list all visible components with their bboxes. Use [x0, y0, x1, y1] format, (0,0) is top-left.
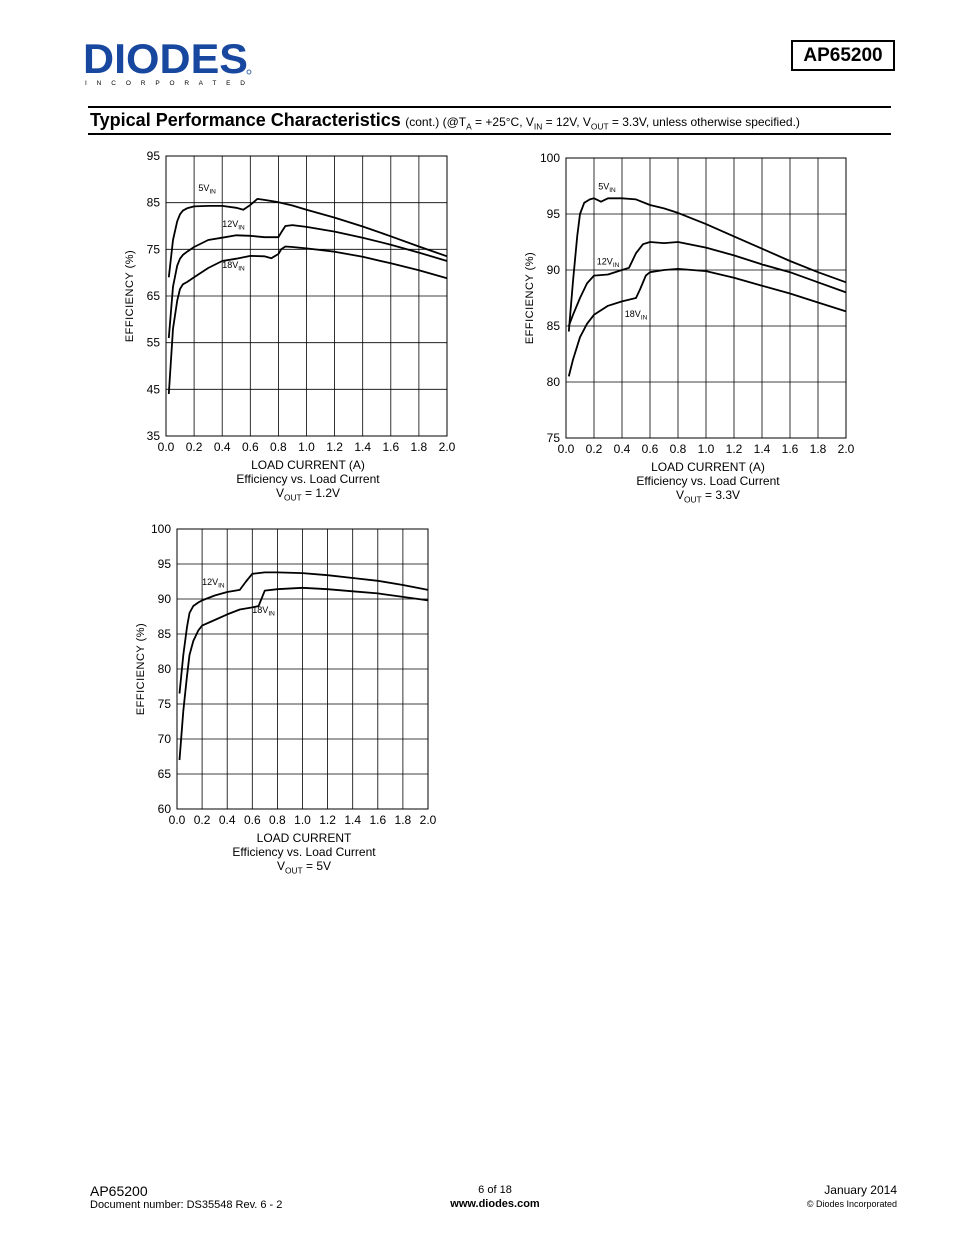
x-tick-label: 1.8: [410, 440, 428, 454]
x-tick-label: 0.2: [185, 440, 203, 454]
series-label-5v: $5V_{IN}$: [598, 181, 616, 194]
header-rule-bottom: [88, 133, 891, 135]
x-tick-label: 0.4: [218, 813, 236, 827]
x-tick-label: 0.6: [241, 440, 259, 454]
x-tick-label: 0.6: [243, 813, 261, 827]
y-tick-label: 90: [157, 592, 171, 606]
y-tick-label: 95: [546, 207, 560, 221]
caption-5v: [177, 831, 431, 877]
x-tick-label: 0.8: [669, 442, 687, 456]
y-tick-label: 95: [146, 149, 160, 163]
efficiency-chart-3v3: [510, 148, 870, 460]
caption-vout: $V_{OUT} = 5V$: [276, 859, 332, 876]
caption-3v3: [566, 460, 850, 506]
series-line-18v: [180, 588, 429, 760]
series-line-12v: [180, 572, 429, 693]
series-line-5v: [169, 199, 447, 277]
series-label-18v: $18V_{IN}$: [252, 605, 275, 618]
header-rule-top: [88, 106, 891, 108]
y-tick-label: 90: [546, 263, 560, 277]
footer-page: 6 of 18: [478, 1184, 512, 1196]
footer-website-link[interactable]: www.diodes.com: [450, 1198, 540, 1210]
x-tick-label: 1.8: [809, 442, 827, 456]
footer-right: [807, 1183, 897, 1209]
series-line-18v: [169, 247, 447, 395]
footer-left: [90, 1183, 282, 1211]
x-tick-label: 0.0: [168, 813, 186, 827]
x-tick-label: 0.8: [269, 813, 286, 827]
footer-center: [400, 1183, 590, 1211]
x-tick-label: 1.0: [294, 813, 311, 827]
x-tick-label: 0.8: [270, 440, 287, 454]
y-tick-label: 95: [157, 557, 171, 571]
series-label-18v: $18V_{IN}$: [222, 260, 245, 273]
y-tick-label: 75: [146, 242, 160, 257]
x-tick-label: 1.4: [753, 442, 771, 456]
logo-subtext: I N C O R P O R A T E D: [85, 80, 245, 87]
x-tick-label: 2.0: [419, 813, 437, 827]
y-tick-label: 35: [146, 429, 160, 443]
x-tick-label: 2.0: [837, 442, 855, 456]
y-tick-label: 75: [157, 697, 171, 711]
caption-title: Efficiency vs. Load Current: [232, 845, 376, 859]
x-tick-label: 0.0: [557, 442, 575, 456]
y-tick-label: 85: [146, 195, 160, 210]
footer-copyright: © Diodes Incorporated: [806, 1199, 897, 1209]
y-tick-label: 75: [546, 431, 560, 445]
caption-title: Efficiency vs. Load Current: [636, 474, 780, 488]
series-label-5v: $5V_{IN}$: [198, 183, 216, 196]
caption-vout: $V_{OUT} = 1.2V$: [275, 486, 341, 503]
x-tick-label: 2.0: [438, 440, 456, 454]
x-tick-label: 0.4: [213, 440, 231, 454]
y-tick-label: 80: [157, 662, 171, 676]
x-tick-label: 0.2: [585, 442, 603, 456]
x-tick-label: 1.6: [781, 442, 799, 456]
x-tick-label: 0.6: [641, 442, 659, 456]
caption-vout: $V_{OUT} = 3.3V$: [675, 488, 741, 505]
y-tick-label: 65: [146, 289, 160, 303]
series-label-18v: $18V_{IN}$: [624, 309, 648, 322]
y-tick-label: 85: [546, 319, 560, 333]
xaxis-label: LOAD CURRENT (A): [651, 460, 765, 474]
footer-date: January 2014: [824, 1183, 897, 1197]
x-tick-label: 0.4: [613, 442, 631, 456]
y-tick-label: 70: [157, 732, 171, 746]
x-tick-label: 1.2: [725, 442, 743, 456]
footer-part-number: AP65200: [90, 1183, 148, 1199]
part-number-box: AP65200: [791, 40, 895, 71]
x-tick-label: 1.2: [319, 813, 336, 827]
y-tick-label: 100: [539, 151, 560, 165]
x-tick-label: 1.0: [697, 442, 715, 456]
y-axis-label: EFFICIENCY (%): [124, 249, 136, 343]
series-label-12v: $12V_{IN}$: [596, 256, 620, 269]
caption-1v2: [166, 458, 450, 504]
x-tick-label: 1.4: [344, 813, 362, 827]
section-title-main: Typical Performance Characteristics: [90, 110, 401, 130]
section-title: [90, 110, 800, 131]
series-label-12v: $12V_{IN}$: [202, 577, 225, 590]
caption-title: Efficiency vs. Load Current: [236, 472, 380, 486]
y-axis-label: EFFICIENCY (%): [524, 251, 536, 345]
y-tick-label: 100: [150, 522, 171, 536]
series-line-12v: [569, 242, 846, 326]
y-tick-label: 45: [146, 382, 160, 397]
y-tick-label: 60: [157, 802, 171, 816]
xaxis-label: LOAD CURRENT: [256, 831, 352, 845]
efficiency-chart-5v: [120, 519, 450, 831]
efficiency-chart-1v2: [110, 148, 470, 458]
x-tick-label: 1.4: [354, 440, 372, 454]
x-tick-label: 0.0: [157, 440, 175, 454]
y-tick-label: 55: [146, 335, 160, 350]
y-axis-label: EFFICIENCY (%): [135, 622, 147, 716]
y-tick-label: 65: [157, 767, 171, 781]
x-tick-label: 1.0: [298, 440, 315, 454]
y-tick-label: 80: [546, 375, 560, 389]
xaxis-label: LOAD CURRENT (A): [251, 458, 365, 472]
diodes-logo-graphic: [83, 40, 253, 88]
x-tick-label: 1.6: [382, 440, 400, 454]
series-label-12v: $12V_{IN}$: [222, 218, 245, 232]
diodes-logo: [83, 40, 253, 88]
x-tick-label: 1.6: [369, 813, 387, 827]
series-line-18v: [569, 269, 846, 377]
logo-wordmark: DIODES: [83, 40, 248, 82]
x-tick-label: 1.2: [326, 440, 343, 454]
footer-doc-number: Document number: DS35548 Rev. 6 - 2: [90, 1199, 283, 1211]
y-tick-label: 85: [157, 627, 171, 641]
x-tick-label: 1.8: [394, 813, 412, 827]
x-tick-label: 0.2: [193, 813, 211, 827]
section-conditions: (cont.) ($@T_A = +25^\circ C$, $V_{IN} = 12V$, $V_{OUT} = 3.3V$, unless otherwise specified.): [405, 115, 800, 132]
